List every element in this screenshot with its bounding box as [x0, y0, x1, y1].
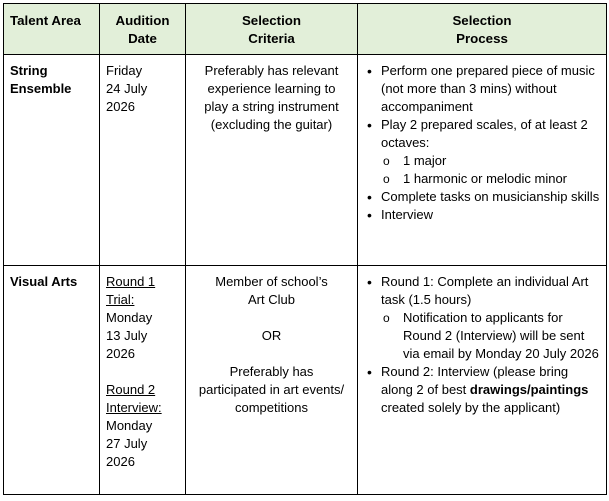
list-item: • Play 2 prepared scales, of at least 2 octaves: o 1 major o 1 harmonic or melodic minor: [362, 116, 600, 188]
header-row: [4, 4, 607, 55]
list-item: o 1 major: [381, 152, 600, 170]
cell-audition-date: Round 1 Trial: Monday 13 July 2026 Round 2 Interview: Monday 27 July 2026: [100, 266, 186, 495]
cell-talent-area: String Ensemble: [4, 55, 100, 266]
list-item: o Notification to applicants for Round 2 (Interview) will be sent via email by Monday 20 July 2026: [381, 309, 600, 363]
sub-list: [381, 309, 600, 363]
cell-selection-process: [358, 266, 607, 495]
header-selection-process: Selection Process: [358, 4, 607, 55]
list-item: o 1 harmonic or melodic minor: [381, 170, 600, 188]
table-row-string-ensemble: [4, 55, 607, 266]
sub-list: [381, 152, 600, 188]
cell-selection-process: [358, 55, 607, 266]
list-item: • Interview: [362, 206, 600, 224]
header-audition-date: Audition Date: [100, 4, 186, 55]
header-talent-area: Talent Area: [4, 4, 100, 55]
process-list: [362, 273, 600, 417]
list-item: • Perform one prepared piece of music (not more than 3 mins) without accompaniment: [362, 62, 600, 116]
list-item: • Round 1: Complete an individual Art task (1.5 hours) o Notification to applicants for Round 2 (Interview) will be sent via email by Monday 20 July 2026: [362, 273, 600, 363]
table-row-visual-arts: [4, 266, 607, 495]
list-item: • Round 2: Interview (please bring along 2 of best drawings/paintings created solely by the applicant): [362, 363, 600, 417]
cell-selection-criteria: Member of school’s Art Club OR Preferably has participated in art events/ competitions: [186, 266, 358, 495]
cell-audition-date: Friday 24 July 2026: [100, 55, 186, 266]
selection-table: [3, 3, 607, 495]
cell-selection-criteria: Preferably has relevant experience learning to play a string instrument (excluding the guitar): [186, 55, 358, 266]
header-selection-criteria: Selection Criteria: [186, 4, 358, 55]
cell-talent-area: Visual Arts: [4, 266, 100, 495]
process-list: [362, 62, 600, 224]
list-item: • Complete tasks on musicianship skills: [362, 188, 600, 206]
